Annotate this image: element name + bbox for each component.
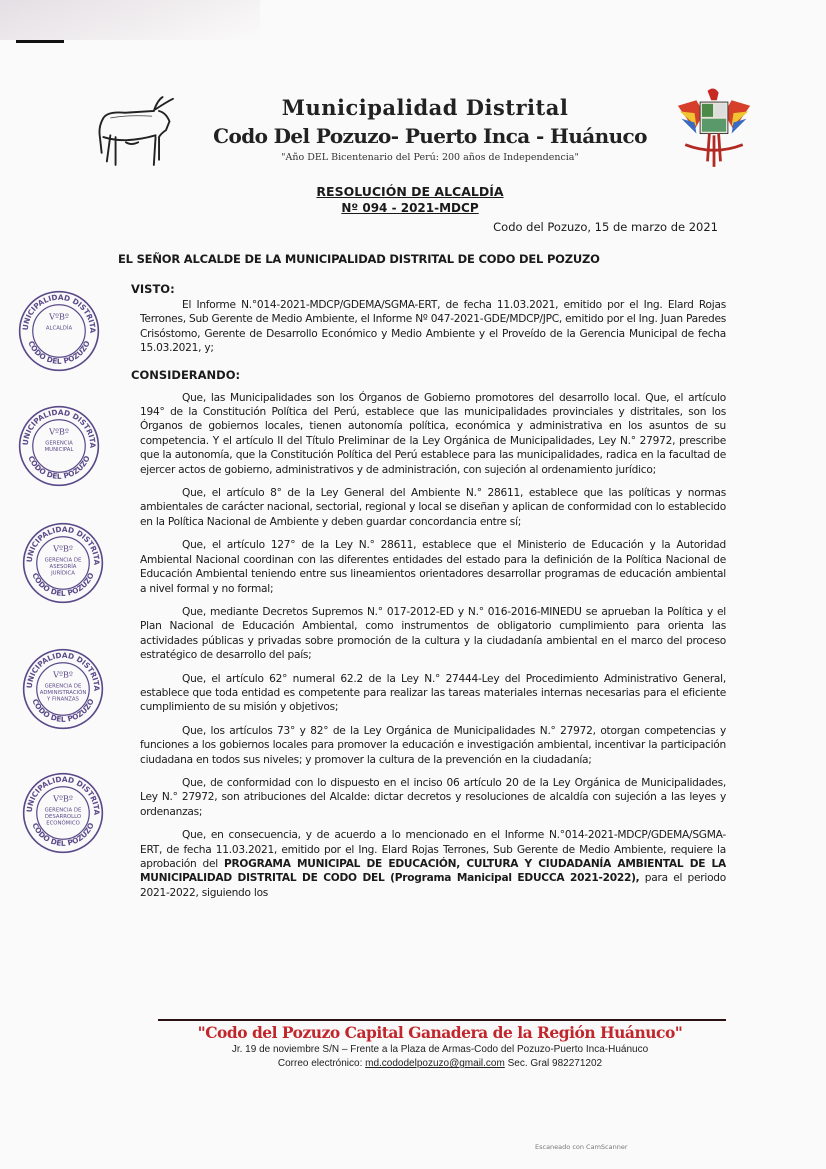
stamp-seal-icon bbox=[18, 290, 100, 372]
stamp-ring-bottom: CODO DEL POZUZO bbox=[30, 697, 96, 724]
phone-number: Sec. Gral 982271202 bbox=[504, 1058, 603, 1069]
email-link[interactable]: md.cododelpozuzo@gmail.com bbox=[365, 1058, 505, 1069]
stamp-ring-bottom: CODO DEL POZUZO bbox=[26, 339, 92, 366]
considerando-paragraph bbox=[140, 724, 726, 767]
considerando-heading: CONSIDERANDO: bbox=[131, 367, 241, 382]
header-subtitle: Codo Del Pozuzo- Puerto Inca - Huánuco bbox=[213, 124, 647, 148]
stamp-office: GERENCIA DE bbox=[44, 807, 82, 814]
visto-paragraph bbox=[140, 298, 726, 356]
stamp-office: JURÍDICA bbox=[51, 570, 75, 577]
stamp-ring-top: UNICIPALIDAD DISTRITA bbox=[24, 774, 102, 816]
stamp-seal-icon bbox=[22, 522, 104, 604]
resolution-number: Nº 094 - 2021-MDCP bbox=[341, 201, 479, 215]
resolution-body bbox=[131, 282, 727, 900]
visto-heading: VISTO: bbox=[131, 282, 175, 296]
footer-contact bbox=[140, 1058, 740, 1070]
stamp-ring-top: UNICIPALIDAD DISTRITA bbox=[20, 407, 98, 449]
cow-icon bbox=[86, 86, 186, 176]
stamp-seal-icon bbox=[22, 772, 104, 854]
stamp-ring-top: UNICIPALIDAD DISTRITA bbox=[24, 650, 102, 692]
paragraph-text: Que, mediante Decretos Supremos N.° 017-2012-ED y N.° 016-2016-MINEDU se aprueban la Política y el Plan Nacional de Educación Ambiental, como instrumentos de obligatorio cumplimiento para orienta las actividades públicas y privadas sobre promoción de la cultura y la ciudadanía ambiental en el marco del proceso estratégico de desarrollo del país; bbox=[140, 605, 726, 662]
considerando-paragraph bbox=[140, 486, 726, 529]
paragraph-text: para el periodo 2021-2022, siguiendo los bbox=[140, 872, 727, 899]
stamp-gerencia-municipal bbox=[18, 405, 100, 487]
considerando-paragraph-last bbox=[140, 828, 726, 900]
stamp-vb: VºBº bbox=[53, 543, 73, 554]
stamp-office: Y FINANZAS bbox=[47, 696, 79, 703]
footer-slogan: "Codo del Pozuzo Capital Ganadera de la Región Huánuco" bbox=[197, 1023, 683, 1042]
stamp-office: ASESORÍA bbox=[49, 563, 77, 570]
considerando-paragraph bbox=[140, 776, 726, 819]
considerando-paragraph bbox=[140, 538, 726, 596]
stamp-seal-icon bbox=[22, 648, 104, 730]
scan-mark bbox=[16, 40, 64, 43]
stamp-office: GERENCIA DE bbox=[44, 683, 82, 690]
stamp-office: GERENCIA bbox=[45, 440, 73, 447]
stamp-seal-icon bbox=[18, 405, 100, 487]
scanner-watermark: Escaneado con CamScanner bbox=[535, 1143, 628, 1151]
stamp-ring-top: UNICIPALIDAD DISTRITA bbox=[20, 292, 98, 334]
paragraph-text: Que, las Municipalidades son los Órganos de Gobierno promotores del desarrollo local. Que, el artículo 194° de la Constitución Política del Perú, establece que las municipalidades provinciales y distritales, son los Órganos de gobiernos locales, tienen autonomía política, económica y administrativa en los asuntos de su competencia. Y el artículo II del Título Preliminar de la Ley Orgánica de Municipalidades, Ley N.° 27972, prescribe que la autonomía, que la Constitución Política del Perú establece para las municipalidades, radica en la facultad de ejercer actos de gobierno, administrativos y de administración, con sujeción al ordenamiento jurídico; bbox=[140, 391, 726, 476]
paragraph-text: Que, el artículo 62° numeral 62.2 de la Ley N.° 27444-Ley del Procedimiento Administrativo General, establece que toda entidad es competente para realizar las tareas materiales internas necesarias para el eficiente cumplimiento de su misión y objetivos; bbox=[140, 672, 726, 714]
resolution-title: RESOLUCIÓN DE ALCALDÍA bbox=[316, 184, 504, 199]
place-date: Codo del Pozuzo, 15 de marzo de 2021 bbox=[493, 220, 718, 234]
visto-text: El Informe N.°014-2021-MDCP/GDEMA/SGMA-ERT, de fecha 11.03.2021, emitido por el Ing. Elard Rojas Terrones, Sub Gerente de Medio Ambiente, el Informe Nº 047-2021-GDE/MDCP/JPC, emitido por el Ing. Juan Paredes Crisóstomo, Gerente de Desarrollo Económico y Medio Ambiente y el Proveído de la Gerencia Municipal de fecha 15.03.2021, y; bbox=[140, 299, 726, 355]
footer-address: Jr. 19 de noviembre S/N – Frente a la Plaza de Armas-Codo del Pozuzo-Puerto Inca-Huánuco bbox=[231, 1044, 649, 1055]
stamp-desarrollo-economico bbox=[22, 772, 104, 854]
email-label: Correo electrónico: bbox=[277, 1058, 366, 1069]
paragraph-text: Que, el artículo 8° de la Ley General del Ambiente N.° 28611, establece que las políticas y normas ambientales de carácter nacional, sectorial, regional y local se diseñan y aplican de conformidad con lo establecido en la Política Nacional de Ambiente y deben guardar concordancia entre sí; bbox=[140, 487, 726, 528]
stamp-administracion-finanzas bbox=[22, 648, 104, 730]
stamp-office: GERENCIA DE bbox=[44, 557, 82, 564]
program-name: PROGRAMA MUNICIPAL DE EDUCACIÓN, CULTURA Y CIUDADANÍA AMBIENTAL DE LA MUNICIPALIDAD DISTRITAL DE CODO DEL (Programa Manicipal EDUCCA 2021-2022), bbox=[140, 858, 726, 885]
considerando-paragraph bbox=[140, 605, 726, 663]
stamp-office: ALCALDÍA bbox=[45, 325, 73, 332]
stamp-ring-bottom: CODO DEL POZUZO bbox=[26, 454, 92, 481]
header-motto: "Año DEL Bicentenario del Perú: 200 años de Independencia" bbox=[281, 152, 579, 163]
paragraph-text: Que, el artículo 127° de la Ley N.° 28611, establece que el Ministerio de Educación y la Autoridad Ambiental Nacional coordinan con las diferentes entidades del estado para la definición de la Política Nacional de Educación Ambiental teniendo entre sus lineamientos orientadores desarrollar programas de educación ambiental a nivel formal y no formal; bbox=[140, 539, 726, 595]
stamp-vb: VºBº bbox=[49, 426, 69, 437]
stamp-office: DESARROLLO bbox=[44, 813, 82, 820]
stamp-office: MUNICIPAL bbox=[44, 446, 74, 453]
paragraph-text: Que, los artículos 73° y 82° de la Ley Orgánica de Municipalidades N.° 27972, otorgan competencias y funciones a los gobiernos locales para promover la educación e investigación ambiental, incentivar la participación ciudadana en todos sus niveles; y promover la cultura de la prevención en la ciudadanía; bbox=[140, 724, 726, 766]
paragraph-text: Que, en consecuencia, y de acuerdo a lo mencionado en el Informe N.°014-2021-MDCP/GDEMA/SGMA-ERT, de fecha 11.03.2021, emitido por el Ing. Elard Rojas Terrones, Sub Gerente de Medio Ambiente, requiere la aprobación del bbox=[140, 829, 726, 870]
stamp-ring-bottom: CODO DEL POZUZO bbox=[30, 571, 96, 598]
stamp-asesoria-juridica bbox=[22, 522, 104, 604]
footer-divider bbox=[158, 1019, 726, 1021]
stamp-ring-top: UNICIPALIDAD DISTRITA bbox=[24, 524, 102, 566]
stamp-office: ECONÓMICO bbox=[46, 820, 80, 827]
considerando-paragraph bbox=[140, 672, 726, 715]
paragraph-text: Que, de conformidad con lo dispuesto en el inciso 06 artículo 20 de la Ley Orgánica de Municipalidades, Ley N.° 27972, son atribuciones del Alcalde: dictar decretos y resoluciones de alcaldía con sujeción a las leyes y ordenanzas; bbox=[140, 776, 726, 818]
scan-shadow bbox=[0, 0, 260, 40]
stamp-ring-bottom: CODO DEL POZUZO bbox=[30, 821, 96, 848]
stamp-vb: VºBº bbox=[53, 793, 73, 804]
stamp-vb: VºBº bbox=[49, 311, 69, 322]
stamp-vb: VºBº bbox=[53, 669, 73, 680]
stamp-office: ADMINISTRACIÓN bbox=[39, 689, 87, 696]
coat-of-arms-icon bbox=[676, 82, 752, 174]
stamp-alcaldia bbox=[18, 290, 100, 372]
authority-heading: EL SEÑOR ALCALDE DE LA MUNICIPALIDAD DISTRITAL DE CODO DEL POZUZO bbox=[118, 252, 600, 266]
header-title: Municipalidad Distrital bbox=[281, 95, 569, 120]
considerando-paragraph bbox=[140, 391, 726, 477]
